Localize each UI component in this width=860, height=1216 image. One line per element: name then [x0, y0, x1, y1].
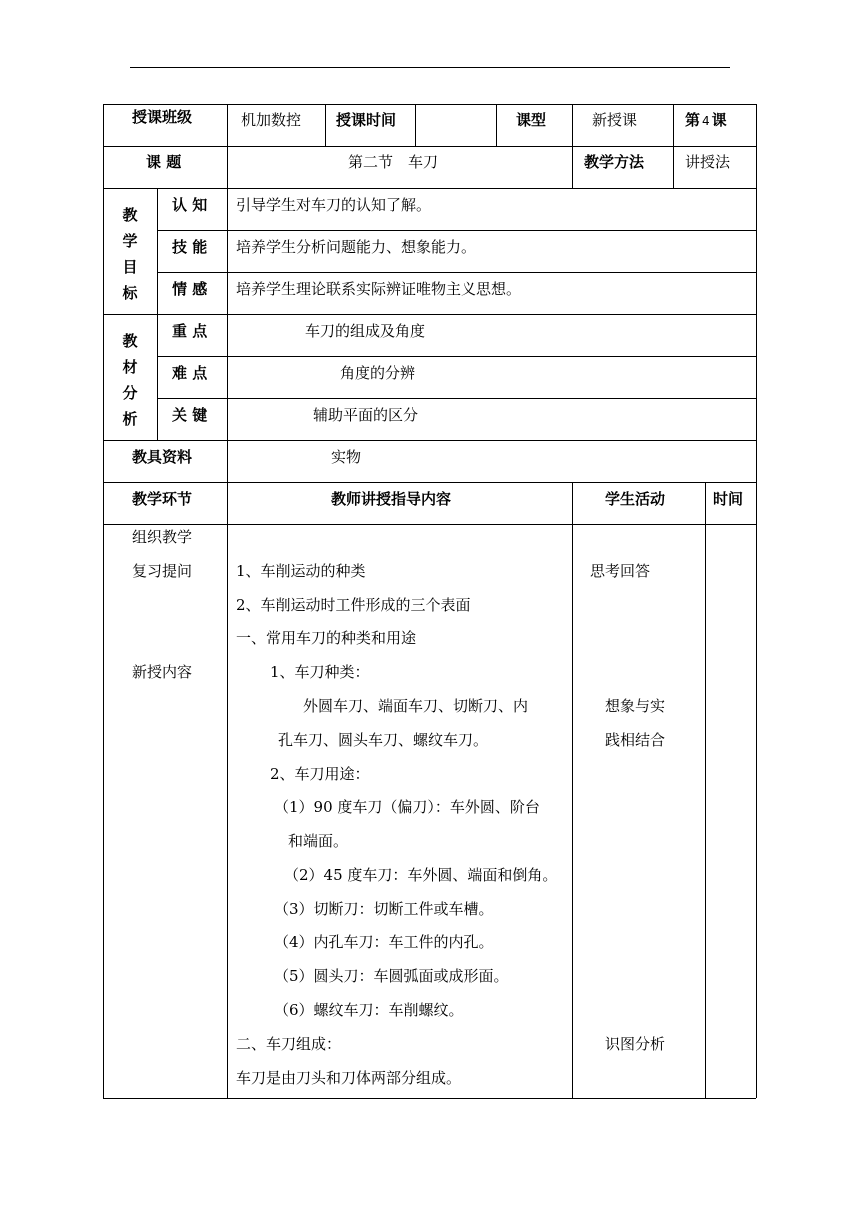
col-divider: [325, 104, 326, 146]
activity-item: 践相结合: [605, 731, 666, 749]
goal-label-cognition: 认 知: [172, 196, 208, 214]
row-divider: [157, 356, 756, 357]
method-label: 教学方法: [584, 153, 645, 171]
col-divider: [227, 104, 228, 188]
activity-header: 学生活动: [605, 490, 666, 508]
content-line: （2）45 度车刀：车外圆、端面和倒角。: [284, 866, 558, 884]
topic-label: 课 题: [146, 153, 182, 171]
content-line: 一、常用车刀的种类和用途: [236, 629, 417, 647]
goal-text-emotion: 培养学生理论联系实际辨证唯物主义思想。: [236, 280, 522, 298]
goal-label-emotion: 情 感: [172, 280, 208, 298]
row-divider: [103, 524, 756, 525]
row-divider: [157, 272, 756, 273]
content-line: 1、车刀种类：: [270, 663, 370, 681]
header-rule: [130, 67, 730, 68]
content-line: 孔车刀、圆头车刀、螺纹车刀。: [278, 731, 489, 749]
activity-item: 思考回答: [590, 562, 651, 580]
materials-label: 教具资料: [132, 448, 193, 466]
table-border-top: [103, 104, 756, 105]
content-line: （4）内孔车刀：车工件的内孔。: [274, 933, 494, 951]
content-line: 2、车削运动时工件形成的三个表面: [236, 596, 471, 614]
stage-item: 复习提问: [132, 562, 193, 580]
col-divider: [227, 188, 228, 1098]
row-divider: [103, 440, 756, 441]
table-border-right: [756, 104, 757, 1098]
goal-text-skill: 培养学生分析问题能力、想象能力。: [236, 238, 477, 256]
activity-item: 想象与实: [605, 697, 666, 715]
row-divider: [103, 188, 756, 189]
content-line: （5）圆头刀：车圆弧面或成形面。: [274, 967, 509, 985]
time-label: 授课时间: [336, 111, 397, 129]
row-divider: [157, 398, 756, 399]
class-value: 机加数控: [241, 111, 302, 129]
row-divider: [103, 482, 756, 483]
goal-text-cognition: 引导学生对车刀的认知了解。: [236, 196, 432, 214]
activity-item: 识图分析: [605, 1035, 666, 1053]
topic-value: 第二节 车刀: [348, 153, 439, 171]
content-line: （1）90 度车刀（偏刀）：车外圆、阶台: [274, 798, 540, 816]
analysis-label-key: 关 键: [172, 406, 208, 424]
col-divider: [496, 104, 497, 146]
content-line: 二、车刀组成：: [236, 1035, 342, 1053]
col-divider: [673, 104, 674, 188]
col-divider: [572, 482, 573, 1098]
row-divider: [103, 314, 756, 315]
row-divider: [157, 230, 756, 231]
col-divider: [415, 104, 416, 146]
col-divider: [572, 104, 573, 188]
lesson-number: 第 4 课: [685, 111, 727, 129]
analysis-text-difficulty: 角度的分辨: [340, 364, 416, 382]
materials-value: 实物: [331, 448, 362, 466]
time-header: 时间: [713, 490, 744, 508]
content-line: 2、车刀用途：: [270, 765, 370, 783]
analysis-text-key: 辅助平面的区分: [313, 406, 419, 424]
goals-group-label: 教 学 目 标: [122, 206, 138, 302]
table-border-bottom: [103, 1098, 756, 1099]
analysis-label-focus: 重 点: [172, 322, 208, 340]
stage-item: 新授内容: [132, 663, 193, 681]
analysis-label-difficulty: 难 点: [172, 364, 208, 382]
col-divider: [705, 482, 706, 1098]
col-divider: [157, 188, 158, 440]
type-value: 新授课: [592, 111, 638, 129]
table-border-left: [103, 104, 104, 1098]
content-line: 和端面。: [288, 832, 349, 850]
class-label: 授课班级: [132, 108, 193, 126]
content-line: （3）切断刀：切断工件或车槽。: [274, 900, 494, 918]
method-value: 讲授法: [685, 153, 731, 171]
content-line: 1、车削运动的种类: [236, 562, 366, 580]
stage-item: 组织教学: [132, 528, 193, 546]
content-line: 外圆车刀、端面车刀、切断刀、内: [303, 697, 529, 715]
analysis-group-label: 教 材 分 析: [122, 332, 138, 428]
content-line: 车刀是由刀头和刀体两部分组成。: [236, 1069, 462, 1087]
row-divider: [103, 146, 756, 147]
stage-header: 教学环节: [132, 490, 193, 508]
analysis-text-focus: 车刀的组成及角度: [305, 322, 426, 340]
content-line: （6）螺纹车刀：车削螺纹。: [274, 1001, 464, 1019]
content-header: 教师讲授指导内容: [331, 490, 452, 508]
goal-label-skill: 技 能: [172, 238, 208, 256]
type-label: 课型: [516, 111, 547, 129]
